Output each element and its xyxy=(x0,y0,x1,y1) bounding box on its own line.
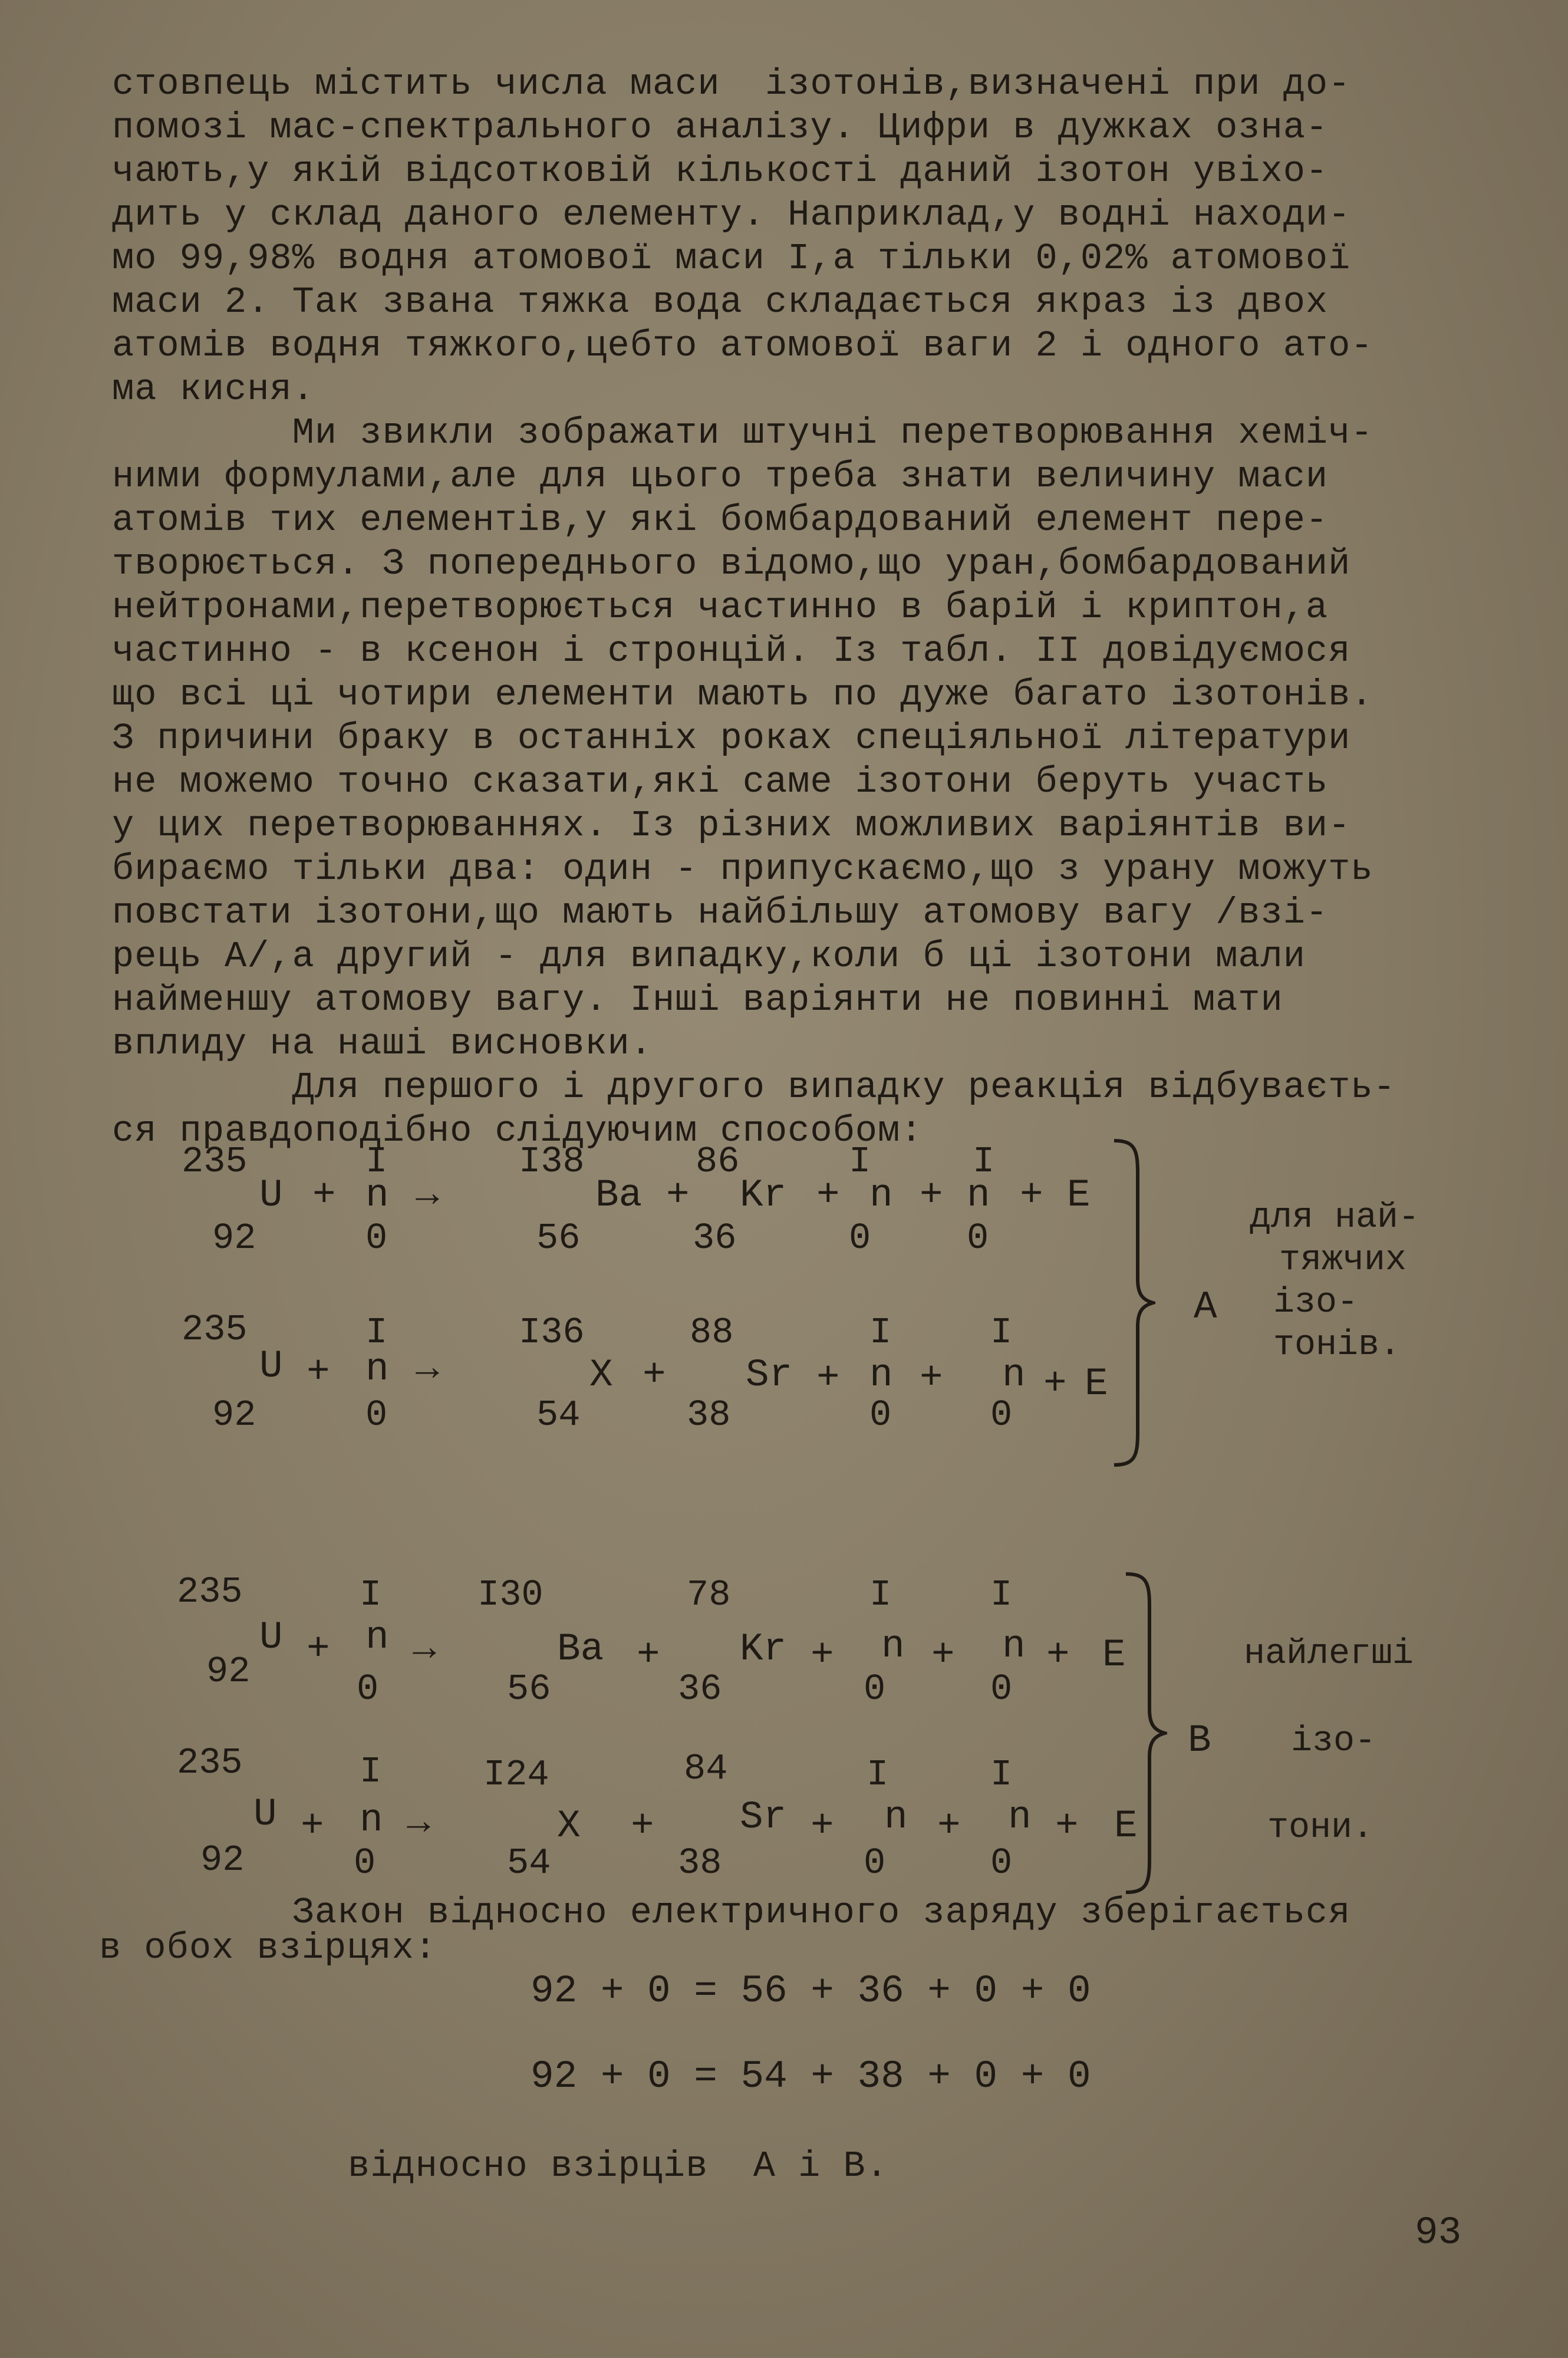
uranium-mass: 235 xyxy=(177,1742,243,1784)
uranium-charge: 92 xyxy=(206,1651,251,1692)
text-line: нейтронами,перетворюється частинно в барій і криптон,а xyxy=(112,587,1329,628)
text-line: що всі ці чотири елементи мають по дуже багато ізотонів. xyxy=(112,674,1373,716)
plus-sign: + xyxy=(920,1356,943,1400)
neutron-charge: 0 xyxy=(354,1842,376,1884)
neutron-symbol: n xyxy=(365,1347,389,1391)
uranium-mass: 235 xyxy=(182,1309,248,1351)
note-line: ізо- xyxy=(1273,1283,1359,1323)
text-line: Для першого і другого випадку реакція відбуваєть- xyxy=(112,1066,1396,1108)
note-line: ізо- xyxy=(1291,1721,1376,1761)
plus-sign: + xyxy=(931,1633,955,1677)
product2-symbol: Sr xyxy=(740,1795,787,1839)
plus-sign: + xyxy=(643,1353,666,1397)
neutron-symbol: n xyxy=(1002,1624,1026,1668)
product2-mass: 84 xyxy=(684,1748,728,1790)
text-line: дить у склад даного елементу. Наприклад,у водні находи- xyxy=(112,194,1351,236)
neutron-charge: 0 xyxy=(990,1668,1013,1710)
uranium-mass: 235 xyxy=(182,1141,248,1183)
uranium-charge: 92 xyxy=(200,1839,245,1881)
uranium-charge: 92 xyxy=(212,1217,256,1259)
uranium-symbol: U xyxy=(259,1344,283,1388)
text-line: помозі мас-спектрального аналізу. Цифри в дужках озна- xyxy=(112,107,1329,149)
plus-sign: + xyxy=(1043,1362,1067,1406)
plus-sign: + xyxy=(816,1356,840,1400)
energy-symbol: E xyxy=(1102,1633,1126,1677)
product1-charge: 54 xyxy=(507,1842,551,1884)
text-line: вплиду на наші висновки. xyxy=(112,1023,653,1065)
neutron-mass: I xyxy=(360,1751,382,1793)
product2-mass: 86 xyxy=(696,1141,740,1183)
neutron-charge: 0 xyxy=(990,1394,1013,1436)
text-line: стовпець містить числа маси ізотонів,визначені при до- xyxy=(112,63,1351,105)
text-line: рець А/,а другий - для випадку,коли б ці ізотони мали xyxy=(112,936,1306,977)
neutron-mass: I xyxy=(869,1574,892,1616)
neutron-symbol: n xyxy=(869,1353,893,1397)
product1-charge: 56 xyxy=(507,1668,551,1710)
neutron-charge: 0 xyxy=(365,1217,388,1259)
product2-symbol: Sr xyxy=(746,1353,793,1397)
plus-sign: + xyxy=(811,1633,834,1677)
product1-symbol: X xyxy=(557,1804,581,1848)
uranium-mass: 235 xyxy=(177,1571,243,1613)
reaction-arrow: → xyxy=(416,1347,439,1391)
brace-b xyxy=(1120,1571,1167,1895)
reaction-arrow: → xyxy=(413,1627,436,1671)
plus-sign: + xyxy=(816,1173,840,1217)
product1-mass: I30 xyxy=(477,1574,543,1616)
plus-sign: + xyxy=(937,1804,961,1848)
group-b-letter: В xyxy=(1188,1718,1211,1763)
group-a-letter: А xyxy=(1194,1285,1217,1329)
neutron-symbol: n xyxy=(1002,1353,1026,1397)
plus-sign: + xyxy=(307,1350,330,1394)
neutron-mass: I xyxy=(990,1574,1013,1616)
neutron-mass: I xyxy=(973,1141,995,1183)
neutron-charge: 0 xyxy=(849,1217,871,1259)
neutron-mass: I xyxy=(867,1754,889,1796)
product1-charge: 56 xyxy=(536,1217,581,1259)
product2-charge: 36 xyxy=(678,1668,722,1710)
plus-sign: + xyxy=(307,1627,330,1671)
text-line: Ми звикли зображати штучні перетворювання хеміч- xyxy=(112,412,1373,454)
neutron-symbol: n xyxy=(884,1795,908,1839)
note-line: найлегші xyxy=(1244,1634,1414,1674)
text-line: чають,у якій відсотковій кількості даний ізотон увіхо- xyxy=(112,150,1329,192)
neutron-symbol: n xyxy=(365,1615,389,1659)
product2-charge: 38 xyxy=(687,1394,731,1436)
neutron-symbol: n xyxy=(881,1624,905,1668)
reaction-arrow: → xyxy=(416,1173,439,1217)
note-line: тонів. xyxy=(1273,1325,1401,1365)
closing-line: відносно взірців А і В. xyxy=(348,2145,888,2187)
product1-mass: I36 xyxy=(519,1312,585,1353)
text-line: З причини браку в останніх роках спеціяльної літератури xyxy=(112,717,1351,759)
uranium-symbol: U xyxy=(253,1792,277,1836)
plus-sign: + xyxy=(666,1173,690,1217)
energy-symbol: E xyxy=(1114,1804,1138,1848)
page-number: 93 xyxy=(1415,2211,1462,2255)
text-line: в обох взірцях: xyxy=(99,1927,437,1969)
plus-sign: + xyxy=(920,1173,943,1217)
text-line: мо 99,98% водня атомової маси I,а тільки 0,02% атомової xyxy=(112,238,1351,279)
text-line: ма кисня. xyxy=(112,368,315,410)
plus-sign: + xyxy=(811,1804,834,1848)
product2-symbol: Kr xyxy=(740,1627,787,1671)
product1-symbol: X xyxy=(589,1353,613,1397)
neutron-mass: I xyxy=(360,1574,382,1616)
neutron-charge: 0 xyxy=(990,1842,1013,1884)
text-line: творюється. З попереднього відомо,що уран,бомбардований xyxy=(112,543,1351,585)
product2-charge: 36 xyxy=(693,1217,737,1259)
charge-check-a: 92 + 0 = 56 + 36 + 0 + 0 xyxy=(531,1969,1091,2013)
text-line: ся правдоподібно слідуючим способом: xyxy=(112,1110,923,1152)
plus-sign: + xyxy=(637,1633,660,1677)
neutron-mass: I xyxy=(869,1312,892,1353)
uranium-symbol: U xyxy=(259,1173,283,1217)
neutron-mass: I xyxy=(365,1312,388,1353)
product1-symbol: Ba xyxy=(595,1173,643,1217)
reaction-arrow: → xyxy=(407,1801,430,1845)
uranium-charge: 92 xyxy=(212,1394,256,1436)
text-line: маси 2. Так звана тяжка вода складається якраз із двох xyxy=(112,281,1329,323)
product2-symbol: Kr xyxy=(740,1173,787,1217)
neutron-mass: I xyxy=(849,1141,871,1183)
neutron-charge: 0 xyxy=(967,1217,989,1259)
plus-sign: + xyxy=(631,1804,654,1848)
plus-sign: + xyxy=(312,1173,336,1217)
neutron-symbol: n xyxy=(967,1173,990,1217)
text-line: ними формулами,але для цього треба знати величину маси xyxy=(112,456,1329,498)
neutron-charge: 0 xyxy=(365,1394,388,1436)
text-line: атомів тих елементів,у які бомбардований елемент пере- xyxy=(112,499,1329,541)
energy-symbol: E xyxy=(1067,1173,1091,1217)
product2-mass: 78 xyxy=(687,1574,731,1616)
neutron-mass: I xyxy=(990,1754,1013,1796)
note-line: тони. xyxy=(1267,1808,1374,1848)
neutron-mass: I xyxy=(990,1312,1013,1353)
plus-sign: + xyxy=(1046,1633,1070,1677)
neutron-mass: I xyxy=(365,1141,388,1183)
charge-check-b: 92 + 0 = 54 + 38 + 0 + 0 xyxy=(531,2054,1091,2099)
neutron-symbol: n xyxy=(360,1798,383,1842)
neutron-charge: 0 xyxy=(869,1394,892,1436)
neutron-charge: 0 xyxy=(864,1668,886,1710)
text-line: повстати ізотони,що мають найбільшу атомову вагу /взі- xyxy=(112,892,1329,934)
text-line: найменшу атомову вагу. Інші варіянти не повинні мати xyxy=(112,979,1283,1021)
product1-mass: I24 xyxy=(483,1754,549,1796)
product2-charge: 38 xyxy=(678,1842,722,1884)
note-line: тяжчих xyxy=(1279,1240,1407,1280)
text-line: частинно - в ксенон і стронцій. Із табл. II довідуємося xyxy=(112,630,1351,672)
plus-sign: + xyxy=(1055,1804,1079,1848)
text-line: Закон відносно електричного заряду зберігається xyxy=(112,1892,1351,1934)
uranium-symbol: U xyxy=(259,1615,283,1659)
neutron-symbol: n xyxy=(1008,1795,1032,1839)
plus-sign: + xyxy=(301,1804,324,1848)
product1-symbol: Ba xyxy=(557,1627,604,1671)
product2-mass: 88 xyxy=(690,1312,734,1353)
energy-symbol: E xyxy=(1085,1362,1108,1406)
text-line: не можемо точно сказати,які саме ізотони беруть участь xyxy=(112,761,1329,803)
neutron-charge: 0 xyxy=(864,1842,886,1884)
neutron-charge: 0 xyxy=(357,1668,379,1710)
text-line: бираємо тільки два: один - припускаємо,що з урану можуть xyxy=(112,848,1373,890)
neutron-symbol: n xyxy=(365,1173,389,1217)
plus-sign: + xyxy=(1020,1173,1043,1217)
brace-a xyxy=(1108,1138,1155,1468)
note-line: для най- xyxy=(1250,1198,1420,1238)
text-line: атомів водня тяжкого,цебто атомової ваги 2 і одного ато- xyxy=(112,325,1373,367)
product1-mass: I38 xyxy=(519,1141,585,1183)
product1-charge: 54 xyxy=(536,1394,581,1436)
text-line: у цих перетворюваннях. Із різних можливих варіянтів ви- xyxy=(112,805,1351,847)
neutron-symbol: n xyxy=(869,1173,893,1217)
